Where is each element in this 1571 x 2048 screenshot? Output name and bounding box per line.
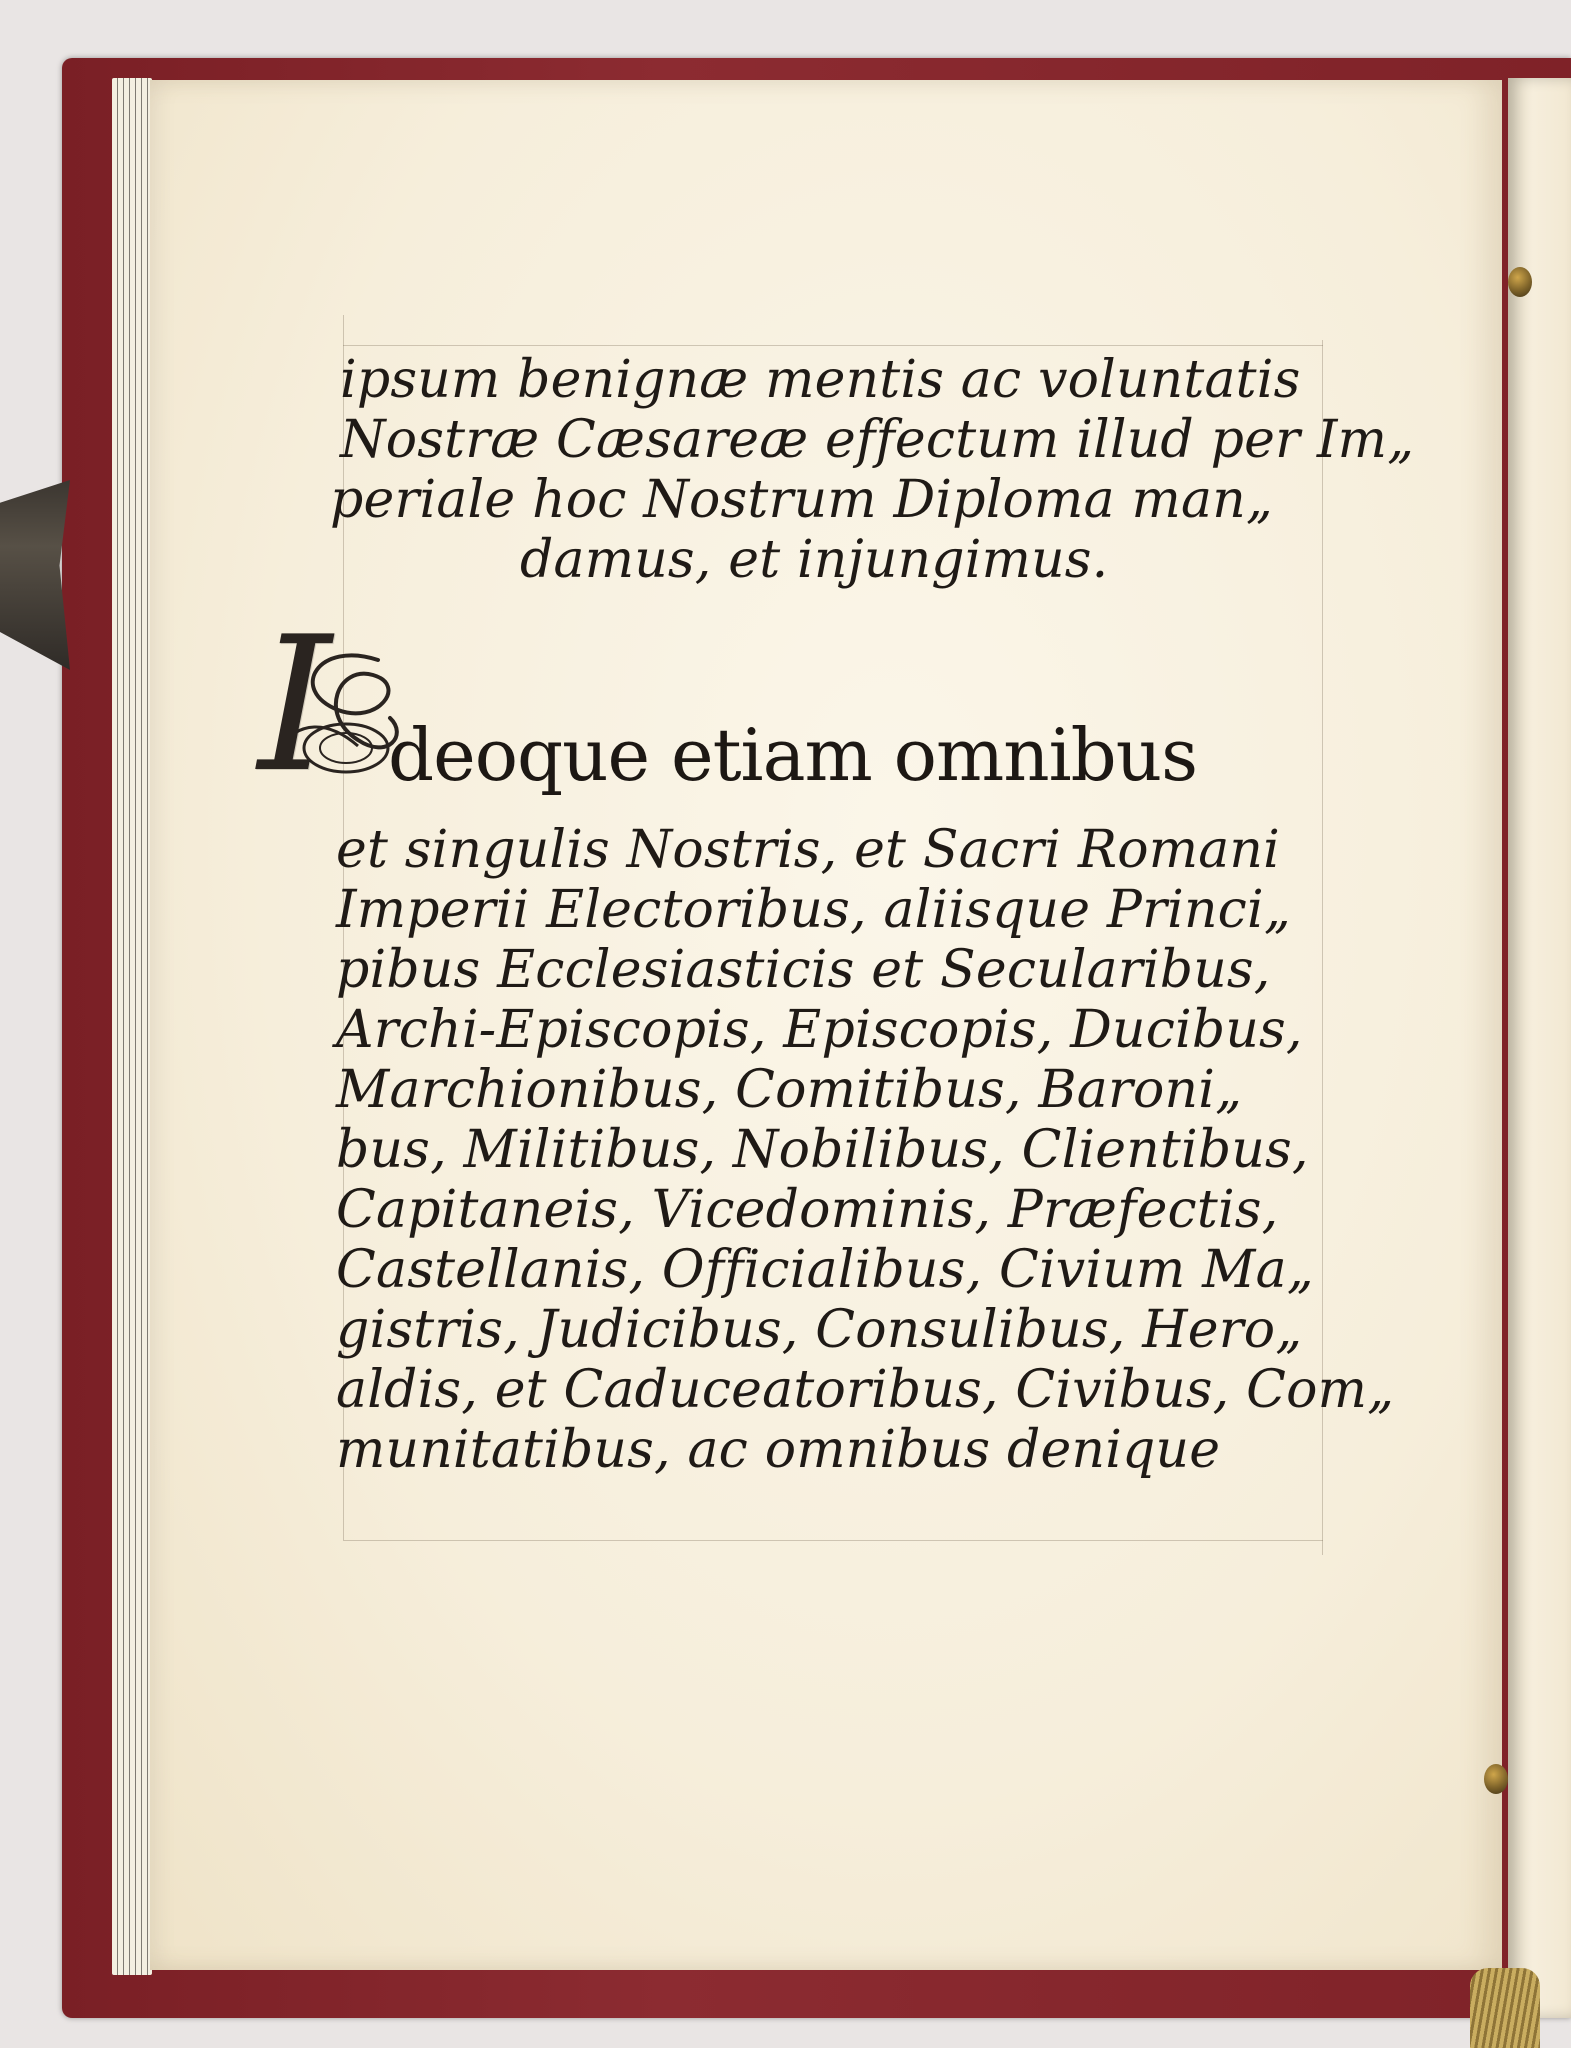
text-line: munitatibus, ac omnibus denique — [336, 1420, 1221, 1480]
text-line: Capitaneis, Vicedominis, Præfectis, — [336, 1180, 1279, 1240]
text-line: ipsum benignæ mentis ac voluntatis — [340, 350, 1301, 410]
text-line: Marchionibus, Comitibus, Baroni„ — [336, 1060, 1243, 1120]
gold-tassel-icon — [1470, 1968, 1540, 2048]
text-line: gistris, Judicibus, Consulibus, Hero„ — [336, 1300, 1303, 1360]
ruling-line-top — [343, 345, 1323, 346]
heading-line: deoque etiam omnibus — [388, 713, 1198, 797]
text-line: Nostræ Cæsareæ effectum illud per Im„ — [340, 410, 1415, 470]
text-line: Castellanis, Officialibus, Civium Ma„ — [336, 1240, 1314, 1300]
text-line: et singulis Nostris, et Sacri Romani — [336, 820, 1280, 880]
page-edges-stack — [112, 78, 152, 1975]
text-line: bus, Militibus, Nobilibus, Clientibus, — [336, 1120, 1309, 1180]
illuminated-initial: I — [258, 596, 332, 813]
facing-page-edge — [1508, 78, 1571, 2018]
ribbon-bookmark-icon — [0, 480, 70, 670]
text-line: damus, et injungimus. — [520, 530, 1109, 590]
gold-tie-knot-icon — [1508, 267, 1532, 297]
manuscript-text-block — [330, 348, 1415, 1568]
text-line: Imperii Electoribus, aliisque Princi„ — [336, 880, 1291, 940]
text-line: aldis, et Caduceatoribus, Civibus, Com„ — [336, 1360, 1395, 1420]
text-line: periale hoc Nostrum Diploma man„ — [330, 470, 1274, 530]
text-line: pibus Ecclesiasticis et Secularibus, — [336, 940, 1271, 1000]
gold-tie-knot-icon — [1484, 1764, 1508, 1794]
text-line: Archi-Episcopis, Episcopis, Ducibus, — [336, 1000, 1303, 1060]
